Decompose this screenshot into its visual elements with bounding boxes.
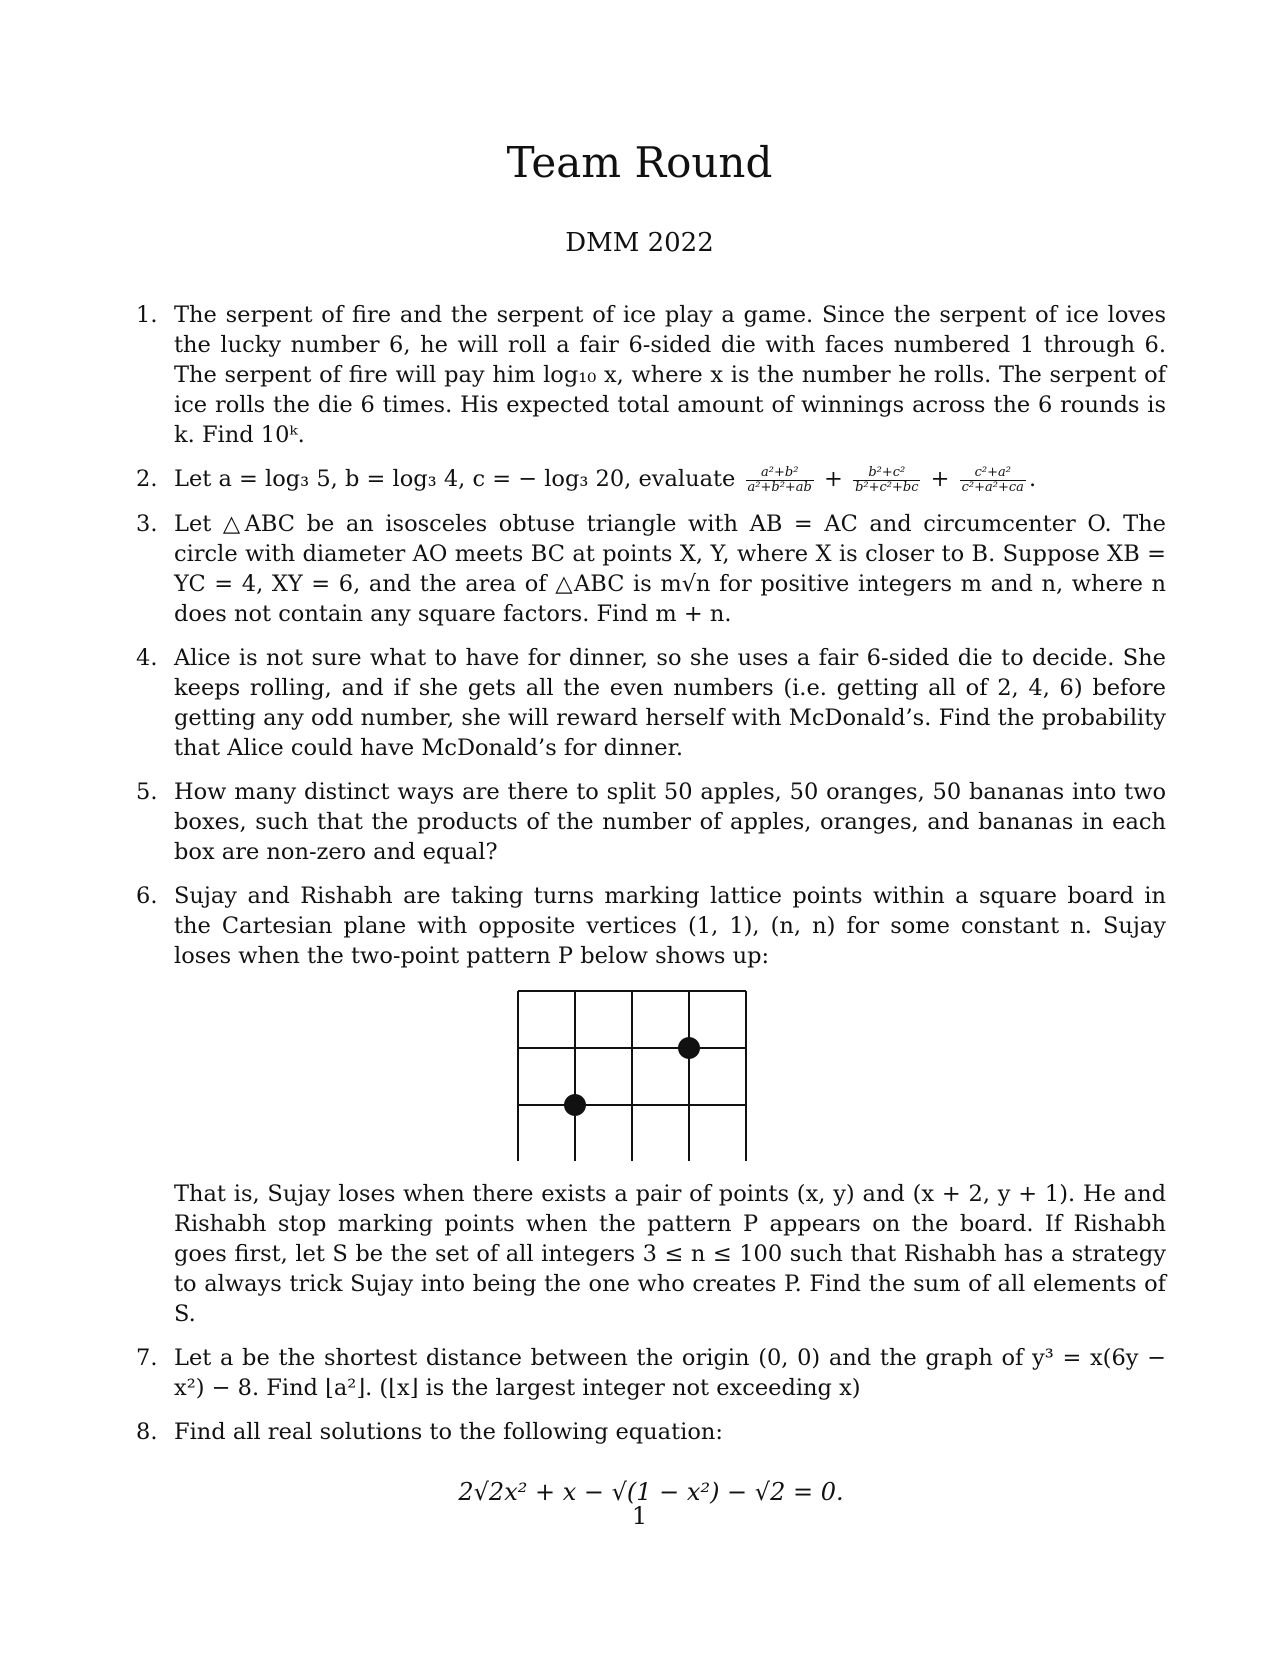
problem-7 [136, 1343, 1166, 1403]
plus-sign: + [824, 466, 843, 492]
pattern-point [564, 1094, 586, 1116]
problem-list [136, 300, 1166, 1521]
page-number: 1 [631, 1502, 648, 1530]
problem-number: 7. [136, 1344, 158, 1371]
problem-text: Let a be the shortest distance between the origin (0, 0) and the graph of y³ = x(6y − x²) − 8. Find ⌊a²⌋. (⌊x⌋ is the largest integer not exceeding x) [174, 1344, 1166, 1401]
pattern-figure [136, 989, 1128, 1161]
problem-5 [136, 777, 1166, 867]
problem-text: Sujay and Rishabh are taking turns marking lattice points within a square board in the Cartesian plane with opposite vertices (1, 1), (n, n) for some constant n. Sujay loses when the two-point pattern P below shows up: [174, 882, 1166, 969]
problem-number: 5. [136, 778, 158, 805]
problem-text: Let a = log₃ 5, b = log₃ 4, c = − log₃ 20, evaluate [174, 466, 736, 492]
fraction-2 [853, 466, 920, 495]
problem-text: Alice is not sure what to have for dinner, so she uses a fair 6-sided die to decide. She keeps rolling, and if she gets all the even numbers (i.e. getting all of 2, 4, 6) before getting any odd number, she will reward herself with McDonald’s. Find the probability that Alice could have McDonald’s for dinner. [174, 644, 1166, 761]
problem-number: 6. [136, 882, 158, 909]
problem-1 [136, 300, 1166, 450]
problem-text: How many distinct ways are there to split 50 apples, 50 oranges, 50 bananas into two boxes, such that the products of the number of apples, oranges, and bananas in each box are non-zero and equal? [174, 778, 1166, 865]
page-title: Team Round [506, 138, 773, 187]
fraction-denominator: a²+b²+ab [747, 479, 812, 495]
problem-8 [136, 1417, 1166, 1507]
problem-2 [136, 464, 1166, 495]
pattern-grid [516, 989, 748, 1161]
problem-number: 8. [136, 1418, 158, 1445]
problem-4 [136, 643, 1166, 763]
period: . [1028, 466, 1037, 492]
problem-number: 1. [136, 302, 158, 328]
fraction-1 [746, 466, 814, 495]
problem-6 [136, 881, 1166, 1329]
problem-3 [136, 509, 1166, 629]
pattern-point [678, 1037, 700, 1059]
fraction-numerator: a²+b² [746, 466, 814, 481]
fraction-numerator: c²+a² [960, 466, 1026, 481]
problem-number: 3. [136, 510, 158, 537]
problem-text: Let △ABC be an isosceles obtuse triangle with AB = AC and circumcenter O. The circle with diameter AO meets BC at points X, Y, where X is closer to B. Suppose XB = YC = 4, XY = 6, and the area of △ABC is m√n for positive integers m and n, where n does not contain any square factors. Find m + n. [174, 510, 1166, 627]
fraction-3 [960, 466, 1026, 495]
problem-text-continued: That is, Sujay loses when there exists a pair of points (x, y) and (x + 2, y + 1). He and Rishabh stop marking points when the pattern P appears on the board. If Rishabh goes first, let S be the set of all integers 3 ≤ n ≤ 100 such that Rishabh has a strategy to always trick Sujay into being the one who creates P. Find the sum of all elements of S. [174, 1180, 1166, 1327]
fraction-numerator: b²+c² [853, 466, 920, 481]
problem-text: Find all real solutions to the following equation: [174, 1418, 723, 1445]
problem-number: 2. [136, 466, 158, 492]
problem-text: The serpent of fire and the serpent of ice play a game. Since the serpent of ice loves the lucky number 6, he will roll a fair 6-sided die with faces numbered 1 through 6. The serpent of fire will pay him log₁₀ x, where x is the number he rolls. The serpent of ice rolls the die 6 times. His expected total amount of winnings across the 6 rounds is k. Find 10ᵏ. [174, 302, 1166, 448]
fraction-denominator: b²+c²+bc [855, 479, 919, 495]
plus-sign: + [930, 466, 950, 492]
page-subtitle: DMM 2022 [565, 228, 714, 258]
problem-number: 4. [136, 644, 158, 671]
fraction-denominator: c²+a²+ca [961, 479, 1024, 495]
display-equation: 2√2x² + x − √(1 − x²) − √2 = 0. [458, 1477, 844, 1506]
